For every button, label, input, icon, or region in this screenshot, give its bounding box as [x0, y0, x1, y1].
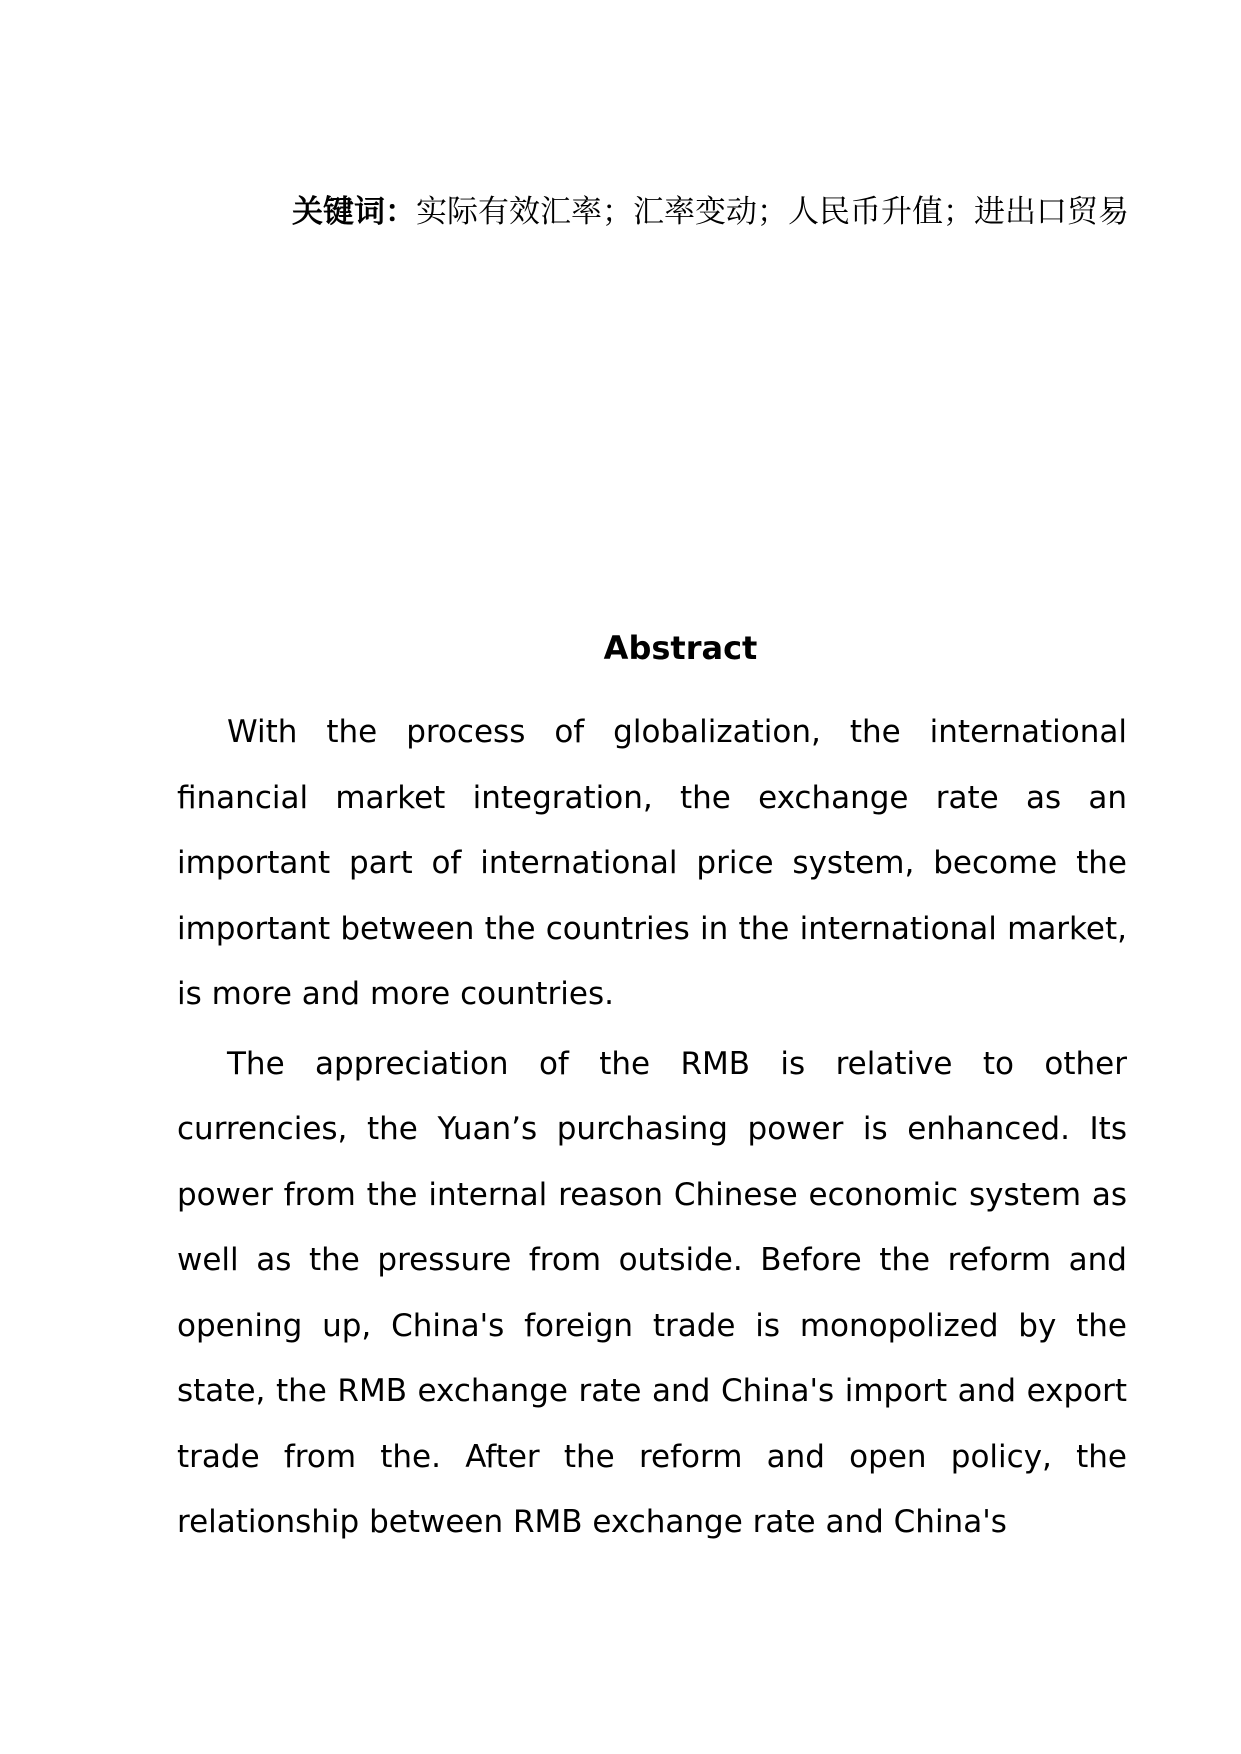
- keywords-label: 关键词：: [292, 194, 416, 230]
- abstract-heading: Abstract: [603, 629, 758, 667]
- abstract-paragraph-2: The appreciation of the RMB is relative to other currencies, the Yuan’s purchasing power is enhanced. Its power from the internal reason Chinese economic system as well as the pressure from outside. Before the reform and opening up, China's foreign trade is monopolized by the state, the RMB exchange rate and China's import and export trade from the. After the reform and open policy, the relationship between RMB exchange rate and China's: [177, 1045, 1127, 1540]
- abstract-body: [177, 700, 1127, 1560]
- keywords-items: 实际有效汇率；汇率变动；人民币升值；进出口贸易: [416, 194, 1129, 230]
- abstract-paragraph-1: With the process of globalization, the international financial market integration, the exchange rate as an important part of international price system, become the important between the countries in the international market, is more and more countries.: [177, 714, 1127, 1012]
- keywords-line: [292, 188, 1129, 236]
